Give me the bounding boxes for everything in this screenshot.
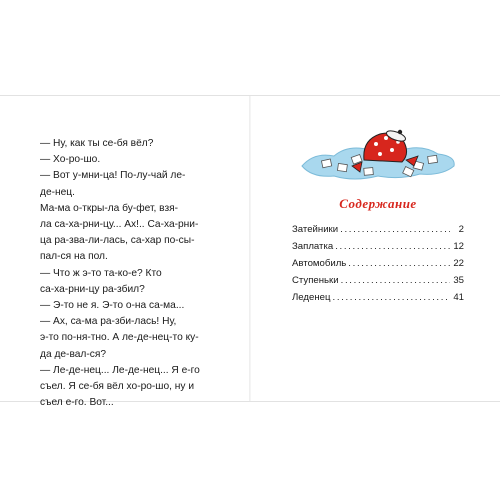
sugar-cube bbox=[364, 168, 374, 176]
story-line: — Ле-де-нец... Ле-де-нец... Я е-го bbox=[40, 364, 200, 376]
toc-entry-page: 12 bbox=[453, 241, 464, 252]
story-line: э-то по-ня-тно. А ле-де-нец-то ку- bbox=[40, 332, 199, 344]
left-page bbox=[40, 136, 240, 411]
page-gutter bbox=[249, 96, 251, 401]
story-line: са-ха-рни-цу ра-збил? bbox=[40, 283, 145, 295]
story-line: — Э-то не я. Э-то о-на са-ма... bbox=[40, 300, 185, 312]
story-line: пал-ся на пол. bbox=[40, 251, 108, 263]
story-line: — Вот у-мни-ца! По-лу-чай ле- bbox=[40, 170, 186, 182]
story-line: — Хо-ро-шо. bbox=[40, 154, 101, 166]
story-line: — Ах, са-ма ра-зби-лась! Ну, bbox=[40, 316, 177, 328]
story-line: съел е-го. Вот... bbox=[40, 397, 114, 409]
story-line: Ма-ма о-ткры-ла бу-фет, взя- bbox=[40, 202, 179, 214]
toc-entry[interactable] bbox=[292, 255, 464, 272]
toc-entry-label: Автомобиль bbox=[292, 258, 347, 269]
sugar-cube bbox=[337, 163, 347, 171]
toc-entry-page: 2 bbox=[458, 224, 464, 235]
story-line: ла са-ха-рни-цу... Ах!.. Са-ха-рни- bbox=[40, 219, 199, 231]
story-text bbox=[40, 136, 240, 411]
toc-title: Содержание bbox=[339, 196, 417, 211]
toc-leader-dots bbox=[340, 221, 450, 238]
toc-entry[interactable] bbox=[292, 272, 464, 289]
toc-entry[interactable] bbox=[292, 221, 464, 238]
toc-entry-page: 35 bbox=[453, 275, 464, 286]
toc-leader-dots bbox=[335, 238, 450, 255]
story-line: ца ра-зва-ли-лась, са-хар по-сы- bbox=[40, 235, 195, 247]
toc-entry-label: Ступеньки bbox=[292, 275, 339, 286]
book-spread bbox=[0, 95, 500, 409]
toc-leader-dots bbox=[332, 289, 450, 306]
table-of-contents bbox=[292, 221, 464, 306]
sugar-cube bbox=[321, 159, 331, 168]
toc-entry-label: Леденец bbox=[292, 292, 331, 303]
toc-leader-dots bbox=[341, 272, 450, 289]
sugar-cube bbox=[428, 155, 438, 163]
story-line: — Что ж э-то та-ко-е? Кто bbox=[40, 267, 162, 279]
toc-entry[interactable] bbox=[292, 238, 464, 255]
story-line: — Ну, как ты се-бя вёл? bbox=[40, 138, 154, 149]
toc-leader-dots bbox=[348, 255, 450, 272]
toc-entry-page: 41 bbox=[453, 292, 464, 303]
story-line: съел. Я се-бя вёл хо-ро-шо, ну и bbox=[40, 381, 195, 393]
toc-entry-page: 22 bbox=[453, 258, 464, 269]
story-line: да де-вал-ся? bbox=[40, 348, 107, 360]
toc-entry-label: Заплатка bbox=[292, 241, 334, 252]
toc-entry[interactable] bbox=[292, 289, 464, 306]
broken-sugar-bowl-illustration bbox=[292, 126, 464, 182]
right-page bbox=[292, 126, 464, 322]
story-line: де-нец. bbox=[40, 186, 75, 198]
toc-entry-label: Затейники bbox=[292, 224, 339, 235]
